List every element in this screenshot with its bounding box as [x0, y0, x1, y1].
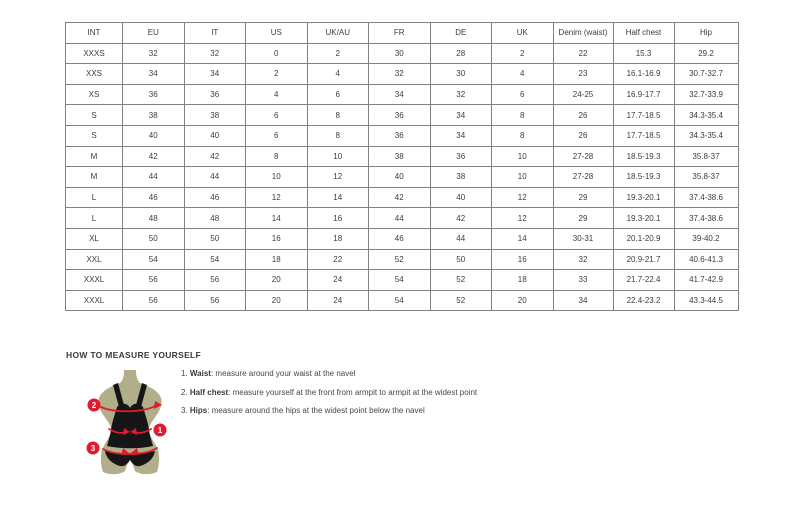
size-cell: 10	[492, 146, 554, 167]
size-cell: 29	[553, 208, 613, 229]
size-cell: 42	[369, 187, 431, 208]
size-cell: 8	[492, 105, 554, 126]
size-cell: 24	[307, 290, 369, 311]
size-cell: 16	[492, 249, 554, 270]
size-cell: 40	[430, 187, 492, 208]
size-cell: 52	[430, 290, 492, 311]
size-cell: 18	[246, 249, 308, 270]
size-cell: 12	[307, 167, 369, 188]
size-cell: 50	[123, 228, 185, 249]
size-cell: 18	[492, 270, 554, 291]
size-chart	[65, 22, 738, 311]
size-cell: 16	[307, 208, 369, 229]
size-cell: 35.8-37	[674, 146, 738, 167]
size-cell: 44	[369, 208, 431, 229]
size-cell: 16.9-17.7	[613, 84, 674, 105]
size-cell: 48	[123, 208, 185, 229]
hips-badge	[87, 442, 100, 455]
size-cell: 18.5-19.3	[613, 146, 674, 167]
size-cell: 20.9-21.7	[613, 249, 674, 270]
size-cell: 26	[553, 125, 613, 146]
size-cell: 22	[307, 249, 369, 270]
size-cell: 36	[369, 105, 431, 126]
waist-badge	[154, 424, 167, 437]
measure-item-label: Half chest	[189, 387, 229, 397]
size-cell: 20	[246, 290, 308, 311]
size-cell: 16.1-16.9	[613, 64, 674, 85]
chest-badge-number: 2	[91, 401, 97, 410]
size-cell: 20	[492, 290, 554, 311]
measure-heading: HOW TO MEASURE YOURSELF	[66, 350, 202, 360]
size-cell: 34	[430, 125, 492, 146]
measure-item-waist	[181, 369, 477, 378]
size-cell: 22.4-23.2	[613, 290, 674, 311]
mannequin-svg	[84, 369, 178, 477]
size-cell: XS	[66, 84, 123, 105]
size-cell: 16	[246, 228, 308, 249]
size-cell: 28	[430, 43, 492, 64]
size-cell: 29	[553, 187, 613, 208]
size-cell: 56	[184, 290, 246, 311]
size-cell: 2	[246, 64, 308, 85]
size-cell: 54	[369, 290, 431, 311]
size-cell: 40	[369, 167, 431, 188]
size-cell: 0	[246, 43, 308, 64]
size-cell: L	[66, 187, 123, 208]
size-cell: 22	[553, 43, 613, 64]
size-cell: 52	[369, 249, 431, 270]
size-cell: 38	[184, 105, 246, 126]
size-cell: XXL	[66, 249, 123, 270]
measure-item-number: 2.	[181, 387, 188, 397]
table-row	[66, 146, 739, 167]
size-cell: 6	[307, 84, 369, 105]
size-cell: 29.2	[674, 43, 738, 64]
table-row	[66, 125, 739, 146]
size-cell: 6	[246, 125, 308, 146]
size-cell: 27-28	[553, 146, 613, 167]
size-cell: 32.7-33.9	[674, 84, 738, 105]
size-cell: 36	[369, 125, 431, 146]
column-header: DE	[430, 23, 492, 44]
chest-badge	[88, 399, 101, 412]
size-cell: 2	[307, 43, 369, 64]
size-table-body	[66, 43, 739, 311]
size-cell: 27-28	[553, 167, 613, 188]
size-cell: 38	[369, 146, 431, 167]
size-cell: 32	[553, 249, 613, 270]
size-cell: 36	[123, 84, 185, 105]
size-cell: XXXL	[66, 270, 123, 291]
size-cell: 15.3	[613, 43, 674, 64]
size-cell: 12	[492, 208, 554, 229]
size-cell: 6	[246, 105, 308, 126]
size-cell: 32	[430, 84, 492, 105]
size-cell: 10	[492, 167, 554, 188]
waist-badge-number: 1	[157, 426, 163, 435]
size-cell: 21.7-22.4	[613, 270, 674, 291]
measure-instructions	[181, 369, 477, 415]
size-cell: 17.7-18.5	[613, 125, 674, 146]
size-cell: 20	[246, 270, 308, 291]
column-header: INT	[66, 23, 123, 44]
size-cell: 8	[307, 125, 369, 146]
size-cell: 52	[430, 270, 492, 291]
column-header: FR	[369, 23, 431, 44]
size-cell: 38	[123, 105, 185, 126]
size-cell: S	[66, 125, 123, 146]
size-cell: 42	[184, 146, 246, 167]
size-cell: 46	[184, 187, 246, 208]
size-cell: 20.1-20.9	[613, 228, 674, 249]
size-cell: 18.5-19.3	[613, 167, 674, 188]
size-cell: 35.8-37	[674, 167, 738, 188]
size-cell: 34	[553, 290, 613, 311]
size-cell: 8	[492, 125, 554, 146]
size-cell: 40	[184, 125, 246, 146]
size-cell: 54	[123, 249, 185, 270]
size-cell: 32	[123, 43, 185, 64]
size-cell: 14	[307, 187, 369, 208]
column-header: UK	[492, 23, 554, 44]
table-row	[66, 208, 739, 229]
size-cell: 34.3-35.4	[674, 125, 738, 146]
size-cell: 4	[246, 84, 308, 105]
table-row	[66, 228, 739, 249]
size-cell: 50	[184, 228, 246, 249]
size-cell: 54	[184, 249, 246, 270]
size-cell: 2	[492, 43, 554, 64]
size-cell: 34	[184, 64, 246, 85]
size-cell: 26	[553, 105, 613, 126]
size-cell: 46	[123, 187, 185, 208]
measure-item-text: : measure around the hips at the widest point below the navel	[207, 406, 425, 415]
size-cell: 30.7-32.7	[674, 64, 738, 85]
size-cell: 12	[492, 187, 554, 208]
size-cell: XXS	[66, 64, 123, 85]
table-row	[66, 270, 739, 291]
column-header: IT	[184, 23, 246, 44]
table-row	[66, 43, 739, 64]
size-cell: 44	[430, 228, 492, 249]
column-header: EU	[123, 23, 185, 44]
table-row	[66, 167, 739, 188]
size-cell: 42	[123, 146, 185, 167]
column-header: Half chest	[613, 23, 674, 44]
size-cell: 56	[123, 270, 185, 291]
size-cell: 41.7-42.9	[674, 270, 738, 291]
size-cell: XXXS	[66, 43, 123, 64]
size-cell: 10	[246, 167, 308, 188]
column-header: US	[246, 23, 308, 44]
size-cell: XL	[66, 228, 123, 249]
size-cell: 40.6-41.3	[674, 249, 738, 270]
hips-badge-number: 3	[90, 444, 96, 453]
size-cell: 34	[430, 105, 492, 126]
table-row	[66, 64, 739, 85]
size-cell: M	[66, 146, 123, 167]
size-cell: L	[66, 208, 123, 229]
mannequin-illustration	[84, 369, 178, 477]
table-row	[66, 105, 739, 126]
size-cell: 30	[430, 64, 492, 85]
size-cell: S	[66, 105, 123, 126]
size-cell: 50	[430, 249, 492, 270]
size-cell: 56	[123, 290, 185, 311]
size-cell: 4	[307, 64, 369, 85]
size-cell: 42	[430, 208, 492, 229]
size-cell: XXXL	[66, 290, 123, 311]
measure-item-label: Waist	[189, 369, 211, 378]
size-cell: 14	[492, 228, 554, 249]
measure-item-number: 1.	[181, 369, 188, 378]
size-cell: 36	[430, 146, 492, 167]
size-cell: 10	[307, 146, 369, 167]
size-cell: 43.3-44.5	[674, 290, 738, 311]
size-cell: 40	[123, 125, 185, 146]
size-cell: 14	[246, 208, 308, 229]
size-cell: 30	[369, 43, 431, 64]
size-table	[65, 22, 739, 311]
measure-item-half-chest	[181, 388, 477, 397]
size-cell: 37.4-38.6	[674, 187, 738, 208]
size-cell: 8	[246, 146, 308, 167]
size-cell: 44	[184, 167, 246, 188]
size-cell: 37.4-38.6	[674, 208, 738, 229]
size-cell: 34.3-35.4	[674, 105, 738, 126]
size-cell: 23	[553, 64, 613, 85]
size-cell: 8	[307, 105, 369, 126]
size-cell: 19.3-20.1	[613, 208, 674, 229]
size-cell: 6	[492, 84, 554, 105]
size-cell: M	[66, 167, 123, 188]
measure-item-label: Hips	[189, 406, 208, 415]
column-header: UK/AU	[307, 23, 369, 44]
size-cell: 32	[184, 43, 246, 64]
measure-item-text: : measure around your waist at the navel	[210, 369, 356, 378]
size-cell: 54	[369, 270, 431, 291]
size-cell: 34	[123, 64, 185, 85]
size-cell: 36	[184, 84, 246, 105]
column-header: Denim (waist)	[553, 23, 613, 44]
size-cell: 19.3-20.1	[613, 187, 674, 208]
size-cell: 44	[123, 167, 185, 188]
measure-item-number: 3.	[181, 406, 188, 415]
size-cell: 38	[430, 167, 492, 188]
size-table-head-row	[66, 23, 739, 44]
table-row	[66, 290, 739, 311]
size-cell: 34	[369, 84, 431, 105]
size-cell: 33	[553, 270, 613, 291]
size-cell: 48	[184, 208, 246, 229]
table-row	[66, 249, 739, 270]
size-cell: 4	[492, 64, 554, 85]
measure-item-hips	[181, 406, 477, 415]
table-row	[66, 84, 739, 105]
column-header: Hip	[674, 23, 738, 44]
size-cell: 30-31	[553, 228, 613, 249]
measure-item-text: : measure yourself at the front from armpit to armpit at the widest point	[228, 387, 478, 397]
size-cell: 17.7-18.5	[613, 105, 674, 126]
size-cell: 12	[246, 187, 308, 208]
size-cell: 18	[307, 228, 369, 249]
size-cell: 24	[307, 270, 369, 291]
size-cell: 32	[369, 64, 431, 85]
size-cell: 24-25	[553, 84, 613, 105]
size-cell: 39-40.2	[674, 228, 738, 249]
size-cell: 46	[369, 228, 431, 249]
size-cell: 56	[184, 270, 246, 291]
table-row	[66, 187, 739, 208]
